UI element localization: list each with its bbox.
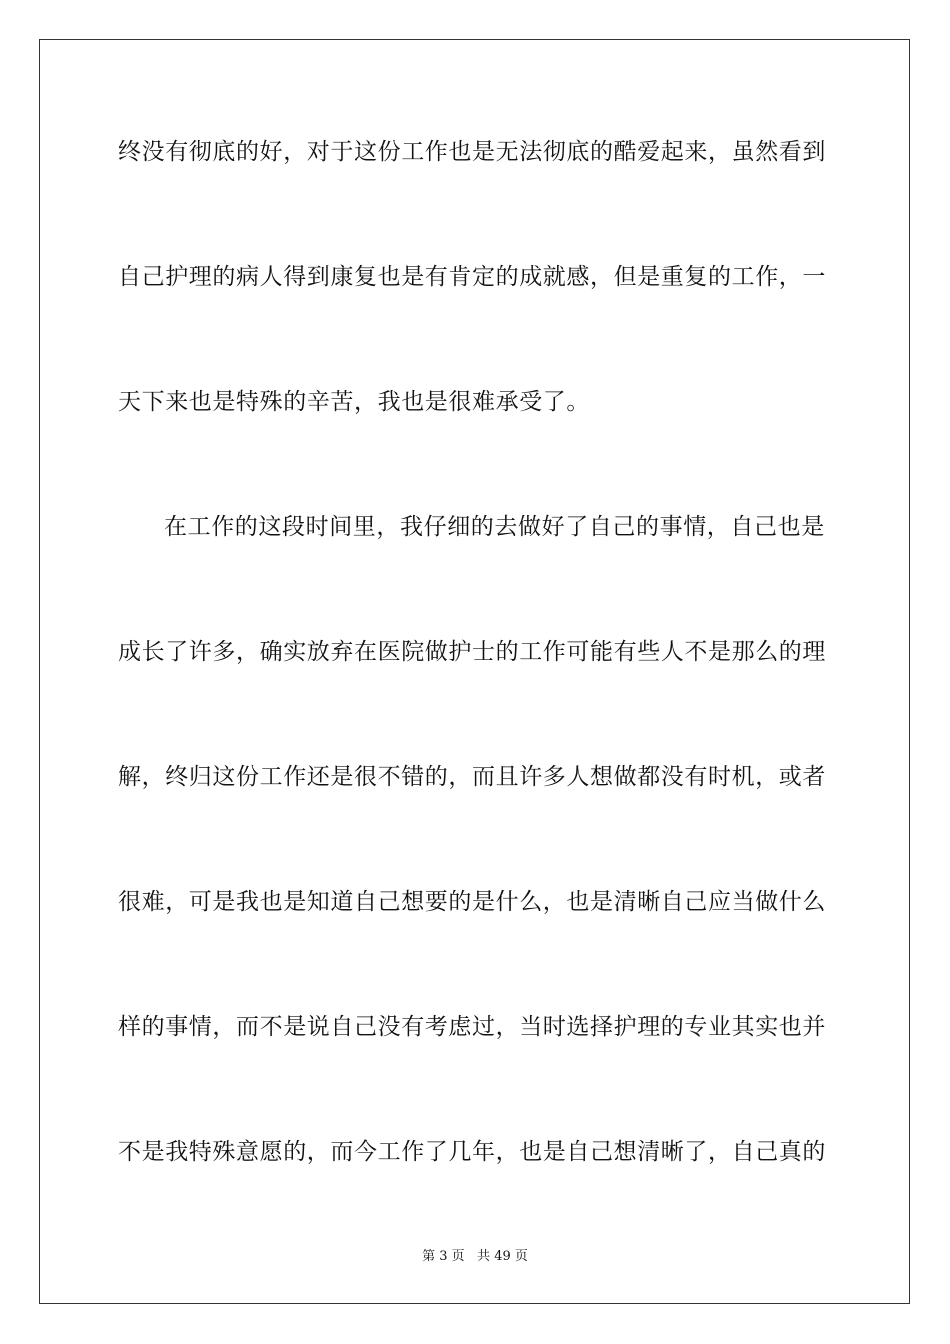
text-line: 终没有彻底的好，对于这份工作也是无法彻底的酷爱起来，虽然看到 [118, 139, 826, 165]
text-line: 很难，可是我也是知道自己想要的是什么，也是清晰自己应当做什么 [118, 889, 826, 915]
text-line: 天下来也是特殊的辛苦，我也是很难承受了。 [118, 389, 590, 415]
text-line: 解，终归这份工作还是很不错的，而且许多人想做都没有时机，或者 [118, 764, 826, 790]
text-line: 样的事情，而不是说自己没有考虑过，当时选择护理的专业其实也并 [118, 1014, 826, 1040]
paragraph-first-line: 在工作的这段时间里，我仔细的去做好了自己的事情，自己也是 [164, 514, 825, 540]
page-border [39, 39, 910, 1304]
text-line: 自己护理的病人得到康复也是有肯定的成就感，但是重复的工作，一 [118, 264, 826, 290]
text-line: 成长了许多，确实放弃在医院做护士的工作可能有些人不是那么的理 [118, 639, 826, 665]
text-line: 不是我特殊意愿的，而今工作了几年，也是自己想清晰了，自己真的 [118, 1139, 826, 1165]
page-number-footer: 第 3 页 共 49 页 [422, 1249, 528, 1264]
